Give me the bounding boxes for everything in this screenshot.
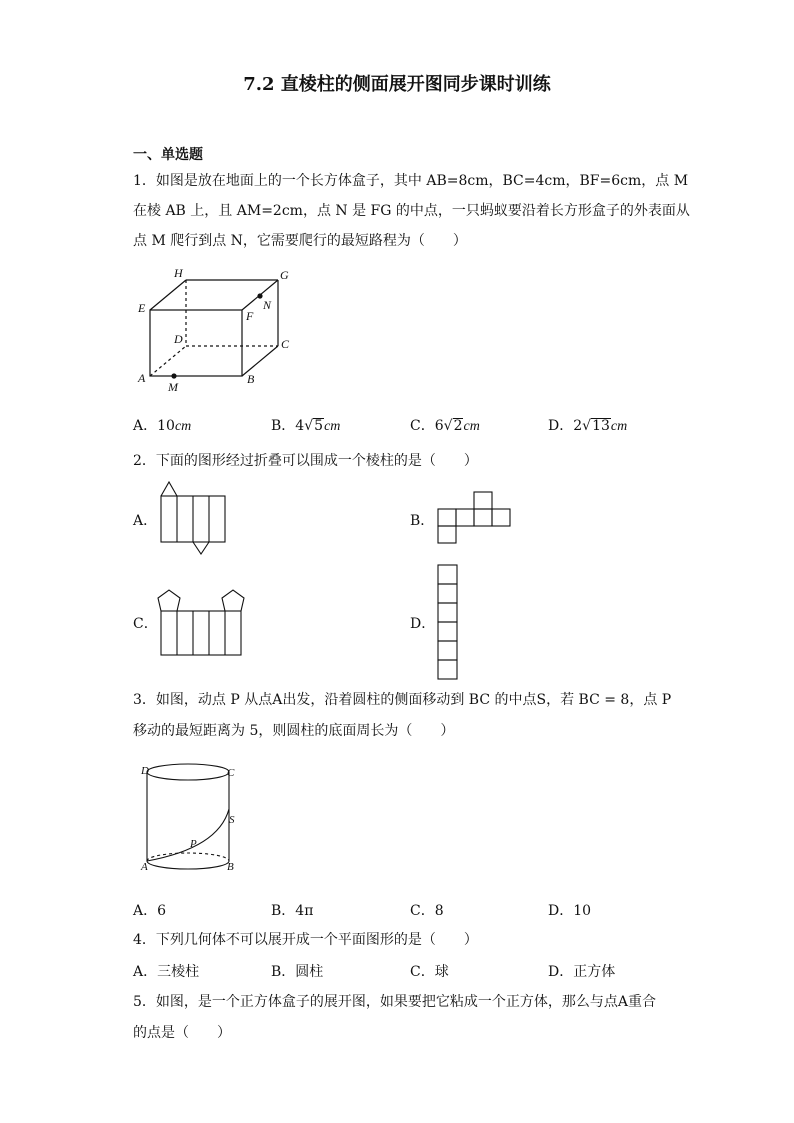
label-E: E (138, 301, 146, 315)
label-F: F (246, 309, 254, 323)
cylinder-bottom-front (147, 861, 229, 869)
q1-option-d-radicand: 13 (592, 418, 610, 434)
q5-stem-line2: 的点是（ ） (133, 1025, 231, 1041)
q2-net-a[interactable] (155, 478, 235, 558)
q3-stem-line1: 3．如图，动点 P 从点A出发，沿着圆柱的侧面移动到 BC 的中点S，若 BC = 8，点 P (133, 692, 672, 708)
q3-option-d-label: D． (548, 903, 574, 919)
q4-option-c-value: 球 (434, 964, 449, 980)
q2-option-a-label[interactable]: A． (133, 513, 158, 529)
label-P: P (190, 838, 197, 850)
q4-option-c[interactable] (410, 961, 449, 981)
q1-option-a-unit: cm (174, 419, 192, 434)
label-M: M (168, 380, 178, 394)
q1-option-a[interactable] (133, 415, 191, 435)
section-heading: 一、单选题 (133, 147, 203, 163)
q3-option-b-label: B． (271, 903, 296, 919)
q4-option-b-value: 圆柱 (295, 964, 324, 980)
q1-option-c-coef: 6 (434, 418, 444, 434)
q1-option-b-radicand: 5 (314, 418, 324, 434)
q1-option-d-unit: cm (610, 419, 628, 434)
q1-option-c-unit: cm (463, 419, 480, 434)
q1-cuboid-figure (130, 262, 300, 397)
q4-option-a-label: A． (133, 964, 158, 980)
q1-option-b-label: B． (271, 418, 296, 434)
q2-option-b-label[interactable]: B． (410, 513, 435, 529)
label-D: D (174, 332, 183, 346)
q3-option-d-value: 10 (573, 903, 592, 919)
q3-stem-line2: 移动的最短距离为 5，则圆柱的底面周长为（ ） (133, 723, 455, 739)
label-D: D (141, 765, 149, 777)
q2-option-c-label[interactable]: C． (133, 616, 158, 632)
point-M (171, 373, 176, 378)
q2-stem: 2．下面的图形经过折叠可以围成一个棱柱的是（ ） (133, 453, 478, 469)
q3-option-a-label: A． (133, 903, 158, 919)
q1-option-a-value: 10 (157, 418, 175, 434)
cylinder-bottom-back (147, 853, 229, 861)
q1-option-d[interactable]: D．2√13cm (548, 418, 628, 434)
q2-net-c[interactable] (155, 585, 251, 659)
q2-net-d[interactable] (432, 560, 462, 684)
q1-option-c-label: C． (410, 418, 435, 434)
q3-option-a[interactable] (133, 900, 166, 920)
label-S: S (229, 814, 235, 826)
label-G: G (280, 268, 289, 282)
cuboid-front-face (150, 310, 242, 376)
q3-option-d[interactable] (548, 900, 591, 920)
label-H: H (174, 266, 183, 280)
q1-option-c[interactable]: C．6√2cm (410, 418, 480, 434)
q3-option-a-value: 6 (157, 903, 167, 919)
q4-option-d[interactable] (548, 961, 615, 981)
cylinder-top-ellipse (147, 764, 229, 780)
q4-option-d-label: D． (548, 964, 574, 980)
q1-option-d-coef: 2 (573, 418, 583, 434)
q4-stem: 4．下列几何体不可以展开成一个平面图形的是（ ） (133, 932, 478, 948)
q1-option-c-radicand: 2 (453, 418, 463, 434)
q3-option-b-value: 4π (295, 903, 314, 919)
label-B: B (227, 861, 234, 873)
q4-option-b[interactable] (271, 961, 323, 981)
q3-option-c[interactable] (410, 900, 444, 920)
q2-option-d-label[interactable]: D． (410, 616, 436, 632)
q4-option-c-label: C． (410, 964, 435, 980)
q5-stem-line1: 5．如图，是一个正方体盒子的展开图，如果要把它粘成一个正方体，那么与点A重合 (133, 994, 657, 1010)
label-B: B (247, 372, 255, 386)
q1-option-b-unit: cm (324, 419, 341, 434)
label-C: C (227, 767, 235, 779)
q1-stem-line1: 1．如图是放在地面上的一个长方体盒子，其中 AB=8cm，BC=4cm，BF=6cm，点 M (133, 173, 689, 189)
q1-option-b[interactable]: B．4√5cm (271, 418, 341, 434)
page-title: 7.2 直棱柱的侧面展开图同步课时训练 (243, 74, 551, 95)
label-C: C (281, 337, 290, 351)
q2-net-b[interactable] (432, 490, 516, 548)
label-A: A (141, 861, 148, 873)
q4-option-d-value: 正方体 (573, 964, 616, 980)
q4-option-b-label: B． (271, 964, 296, 980)
q1-option-a-label: A． (133, 418, 158, 434)
q1-option-d-label: D． (548, 418, 574, 434)
label-A: A (138, 371, 146, 385)
q1-stem-line3: 点 M 爬行到点 N，它需要爬行的最短路程为（ ） (133, 233, 467, 249)
q1-stem-line2: 在棱 AB 上，且 AM=2cm，点 N 是 FG 的中点，一只蚂蚁要沿着长方形盒子的外表面从 (133, 203, 690, 219)
q4-option-a[interactable] (133, 961, 199, 981)
q3-option-b[interactable] (271, 900, 313, 920)
q3-option-c-value: 8 (434, 903, 444, 919)
edge-EH (150, 280, 186, 310)
q1-option-b-coef: 4 (295, 418, 305, 434)
hidden-edge-AD (150, 346, 186, 376)
point-N (257, 293, 262, 298)
q4-option-a-value: 三棱柱 (157, 964, 200, 980)
q3-option-c-label: C． (410, 903, 435, 919)
label-N: N (263, 298, 272, 312)
q3-cylinder-figure (135, 757, 245, 877)
